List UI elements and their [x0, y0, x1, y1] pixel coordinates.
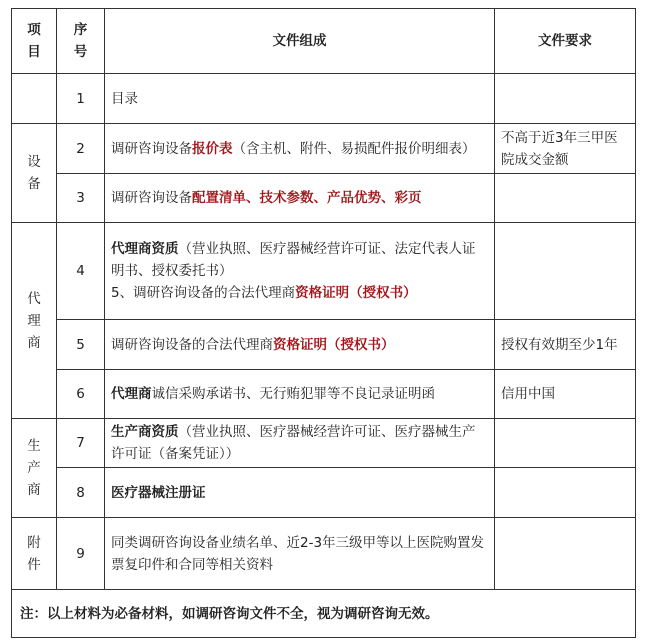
table-row — [12, 174, 636, 223]
requirement-cell — [495, 74, 636, 124]
requirement-cell — [495, 174, 636, 223]
table-row — [12, 320, 636, 370]
table-row — [12, 419, 636, 468]
seq-cell: 8 — [57, 468, 105, 518]
composition-paragraph — [111, 532, 488, 576]
composition-cell — [105, 518, 495, 590]
composition-text: （营业执照、医疗器械经营许可证、法定代表人证明书、授权委托书） — [111, 241, 476, 279]
seq-cell: 6 — [57, 370, 105, 419]
category-cell-appendix: 附 件 — [12, 518, 57, 590]
highlight-text: 资格证明（授权书） — [295, 285, 417, 301]
requirement-cell — [495, 223, 636, 320]
composition-paragraph — [111, 238, 488, 282]
composition-cell — [105, 320, 495, 370]
composition-text: 调研咨询设备 — [111, 140, 192, 157]
composition-cell — [105, 419, 495, 468]
header-composition: 文件组成 — [105, 9, 495, 74]
bold-text: 生产商资质 — [111, 424, 179, 440]
category-cell-manufacturer: 生 产 商 — [12, 419, 57, 518]
composition-text: （含主机、附件、易损配件报价明细表） — [232, 140, 476, 157]
requirement-cell — [495, 468, 636, 518]
document-table — [11, 8, 636, 638]
highlight-text: 配置清单、技术参数、产品优势、彩页 — [192, 190, 422, 206]
header-seq: 序 号 — [57, 9, 105, 74]
category-cell-agent: 代 理 商 — [12, 223, 57, 419]
requirement-cell — [495, 419, 636, 468]
composition-paragraph — [111, 138, 488, 160]
highlight-text: 资格证明（授权书） — [273, 336, 395, 353]
requirement-cell — [495, 518, 636, 590]
header-category: 项 目 — [12, 9, 57, 74]
note-row — [12, 590, 636, 638]
seq-cell: 9 — [57, 518, 105, 590]
header-requirement: 文件要求 — [495, 9, 636, 74]
composition-cell — [105, 370, 495, 419]
composition-text: 诚信采购承诺书、无行贿犯罪等不良记录证明函 — [151, 386, 435, 402]
category-cell-empty — [12, 74, 57, 124]
composition-cell — [105, 223, 495, 320]
composition-cell — [105, 468, 495, 518]
category-cell-equipment: 设 备 — [12, 124, 57, 223]
requirement-cell: 不高于近3年三甲医院成交金额 — [495, 124, 636, 174]
composition-paragraph — [111, 421, 488, 465]
composition-cell — [105, 74, 495, 124]
composition-cell — [105, 174, 495, 223]
table-row — [12, 124, 636, 174]
seq-cell: 3 — [57, 174, 105, 223]
highlight-text: 报价表 — [192, 140, 233, 157]
requirement-cell: 授权有效期至少1年 — [495, 320, 636, 370]
composition-paragraph — [111, 88, 488, 110]
seq-cell: 4 — [57, 223, 105, 320]
composition-text: 同类调研咨询设备业绩名单、近2-3年三级甲等以上医院购置发票复印件和合同等相关资料 — [111, 534, 485, 573]
composition-text: （营业执照、医疗器械经营许可证、医疗器械生产许可证（备案凭证）） — [111, 424, 476, 462]
composition-paragraph — [111, 282, 488, 304]
table-row — [12, 468, 636, 518]
table-row — [12, 370, 636, 419]
requirement-cell: 信用中国 — [495, 370, 636, 419]
composition-paragraph — [111, 187, 488, 209]
bold-text: 代理商 — [111, 386, 152, 402]
footnote: 注：以上材料为必备材料，如调研咨询文件不全，视为调研咨询无效。 — [12, 590, 636, 638]
composition-text: 调研咨询设备 — [111, 190, 192, 206]
seq-cell: 7 — [57, 419, 105, 468]
seq-cell: 1 — [57, 74, 105, 124]
table-row — [12, 74, 636, 124]
seq-cell: 5 — [57, 320, 105, 370]
composition-cell — [105, 124, 495, 174]
composition-text: 目录 — [111, 90, 138, 107]
header-row — [12, 9, 636, 74]
composition-paragraph — [111, 482, 488, 504]
bold-text: 医疗器械注册证 — [111, 484, 206, 501]
table-row — [12, 518, 636, 590]
table-row — [12, 223, 636, 320]
composition-text: 5、调研咨询设备的合法代理商 — [111, 285, 296, 301]
composition-paragraph — [111, 383, 488, 405]
composition-text: 调研咨询设备的合法代理商 — [111, 336, 273, 353]
composition-paragraph — [111, 334, 488, 356]
bold-text: 代理商资质 — [111, 241, 179, 257]
seq-cell: 2 — [57, 124, 105, 174]
